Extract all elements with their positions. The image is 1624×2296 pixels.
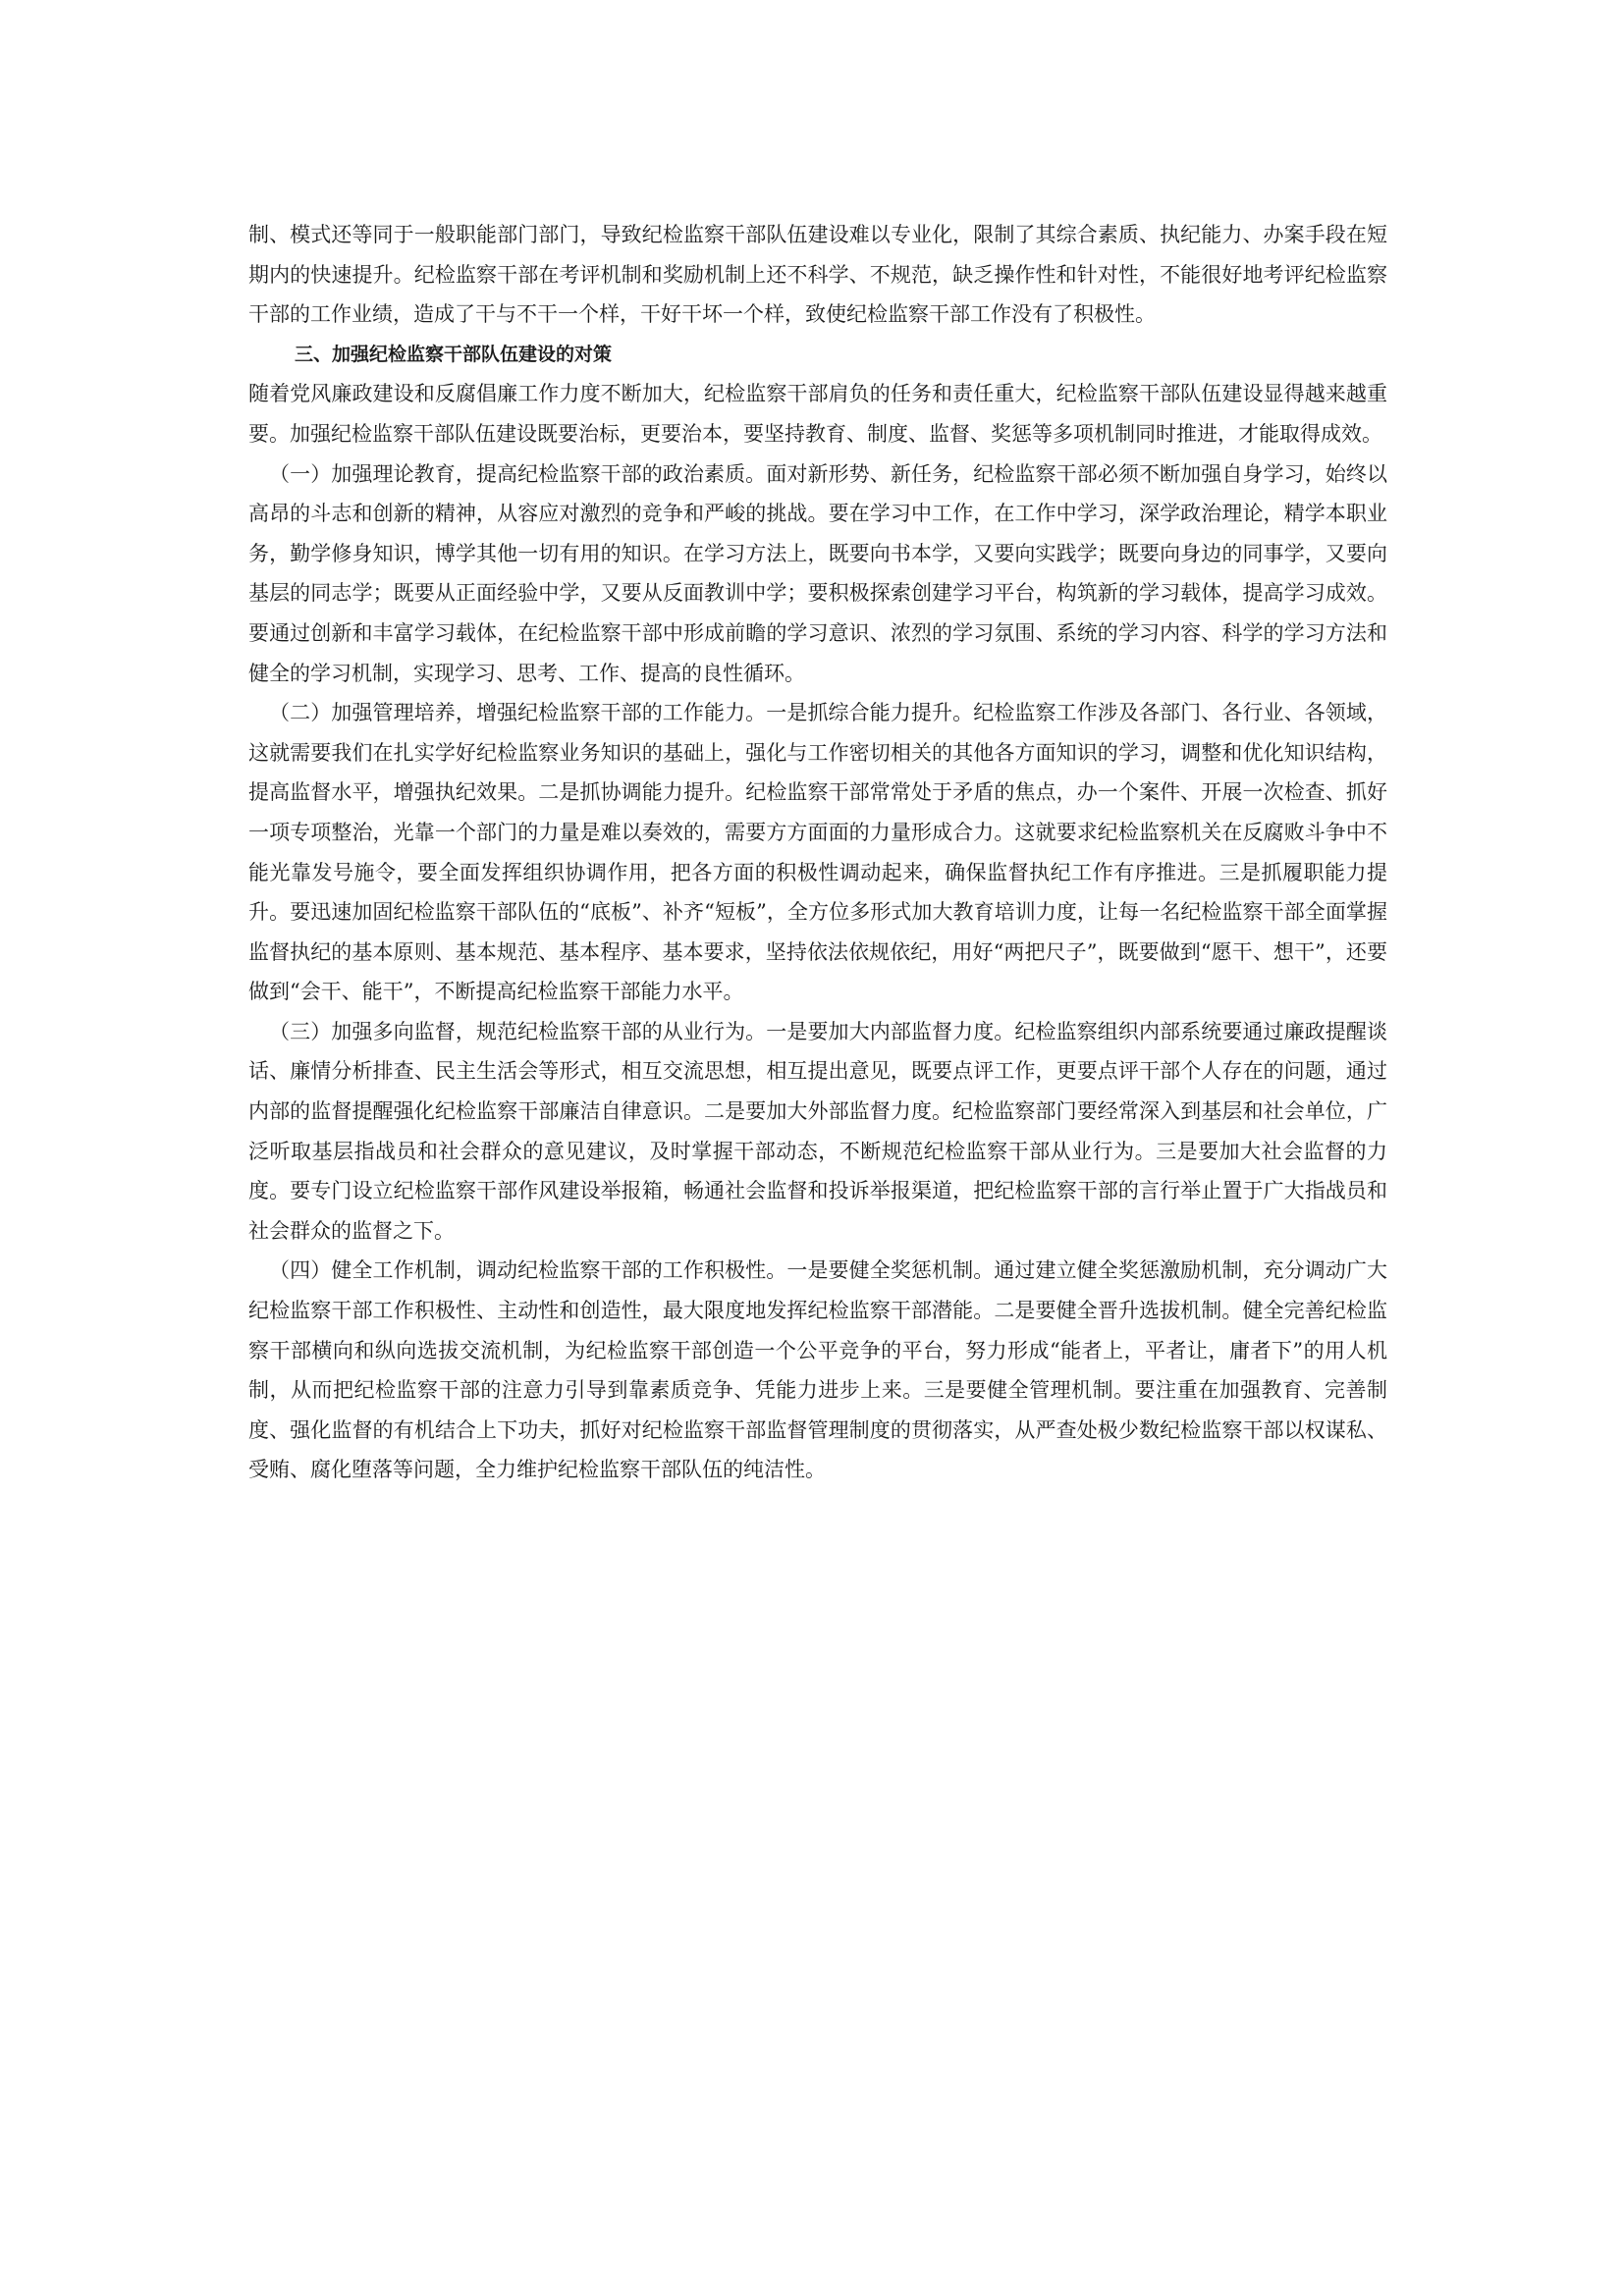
document-page xyxy=(248,215,1387,1490)
body-paragraph-multi-supervision: （三）加强多向监督，规范纪检监察干部的从业行为。一是要加大内部监督力度。纪检监察组织内部系统要通过廉政提醒谈话、廉情分析排查、民主生活会等形式，相互交流思想，相互提出意见，既要点评工作，更要点评干部个人存在的问题，通过内部的监督提醒强化纪检监察干部廉洁自律意识。二是要加大外部监督力度。纪检监察部门要经常深入到基层和社会单位，广泛听取基层指战员和社会群众的意见建议，及时掌握干部动态，不断规范纪检监察干部从业行为。三是要加大社会监督的力度。要专门设立纪检监察干部作风建设举报箱，畅通社会监督和投诉举报渠道，把纪检监察干部的言行举止置于广大指战员和社会群众的监督之下。 xyxy=(248,1019,1387,1243)
section-heading: 三、加强纪检监察干部队伍建设的对策 xyxy=(295,343,613,365)
body-paragraph-theory-education: （一）加强理论教育，提高纪检监察干部的政治素质。面对新形势、新任务，纪检监察干部必须不断加强自身学习，始终以高昂的斗志和创新的精神，从容应对激烈的竞争和严峻的挑战。要在学习中工作，在工作中学习，深学政治理论，精学本职业务，勤学修身知识，博学其他一切有用的知识。在学习方法上，既要向书本学，又要向实践学；既要向身边的同事学，又要向基层的同志学；既要从正面经验中学，又要从反面教训中学；要积极探索创建学习平台，构筑新的学习载体，提高学习成效。要通过创新和丰富学习载体，在纪检监察干部中形成前瞻的学习意识、浓烈的学习氛围、系统的学习内容、科学的学习方法和健全的学习机制，实现学习、思考、工作、提高的良性循环。 xyxy=(248,461,1387,685)
body-paragraph-management-training: （二）加强管理培养，增强纪检监察干部的工作能力。一是抓综合能力提升。纪检监察工作涉及各部门、各行业、各领域，这就需要我们在扎实学好纪检监察业务知识的基础上，强化与工作密切相关的其他各方面知识的学习，调整和优化知识结构，提高监督水平，增强执纪效果。二是抓协调能力提升。纪检监察干部常常处于矛盾的焦点，办一个案件、开展一次检查、抓好一项专项整治，光靠一个部门的力量是难以奏效的，需要方方面面的力量形成合力。这就要求纪检监察机关在反腐败斗争中不能光靠发号施令，要全面发挥组织协调作用，把各方面的积极性调动起来，确保监督执纪工作有序推进。三是抓履职能力提升。要迅速加固纪检监察干部队伍的“底板”、补齐“短板”，全方位多形式加大教育培训力度，让每一名纪检监察干部全面掌握监督执纪的基本原则、基本规范、基本程序、基本要求，坚持依法依规依纪，用好“两把尺子”，既要做到“愿干、想干”，还要做到“会干、能干”，不断提高纪检监察干部能力水平。 xyxy=(248,701,1387,1004)
body-paragraph-work-mechanism: （四）健全工作机制，调动纪检监察干部的工作积极性。一是要健全奖惩机制。通过建立健全奖惩激励机制，充分调动广大纪检监察干部工作积极性、主动性和创造性，最大限度地发挥纪检监察干部潜能。二是要健全晋升选拔机制。健全完善纪检监察干部横向和纵向选拔交流机制，为纪检监察干部创造一个公平竞争的平台，努力形成“能者上，平者让，庸者下”的用人机制，从而把纪检监察干部的注意力引导到靠素质竞争、凭能力进步上来。三是要健全管理机制。要注重在加强教育、完善制度、强化监督的有机结合上下功夫，抓好对纪检监察干部监督管理制度的贯彻落实，从严查处极少数纪检监察干部以权谋私、受贿、腐化堕落等问题，全力维护纪检监察干部队伍的纯洁性。 xyxy=(248,1258,1387,1482)
body-paragraph-continued: 制、模式还等同于一般职能部门部门，导致纪检监察干部队伍建设难以专业化，限制了其综合素质、执纪能力、办案手段在短期内的快速提升。纪检监察干部在考评机制和奖励机制上还不科学、不规范，缺乏操作性和针对性，不能很好地考评纪检监察干部的工作业绩，造成了干与不干一个样，干好干坏一个样，致使纪检监察干部工作没有了积极性。 xyxy=(248,223,1387,327)
body-paragraph-intro: 随着党风廉政建设和反腐倡廉工作力度不断加大，纪检监察干部肩负的任务和责任重大，纪检监察干部队伍建设显得越来越重要。加强纪检监察干部队伍建设既要治标，更要治本，要坚持教育、制度、监督、奖惩等多项机制同时推进，才能取得成效。 xyxy=(248,382,1387,446)
